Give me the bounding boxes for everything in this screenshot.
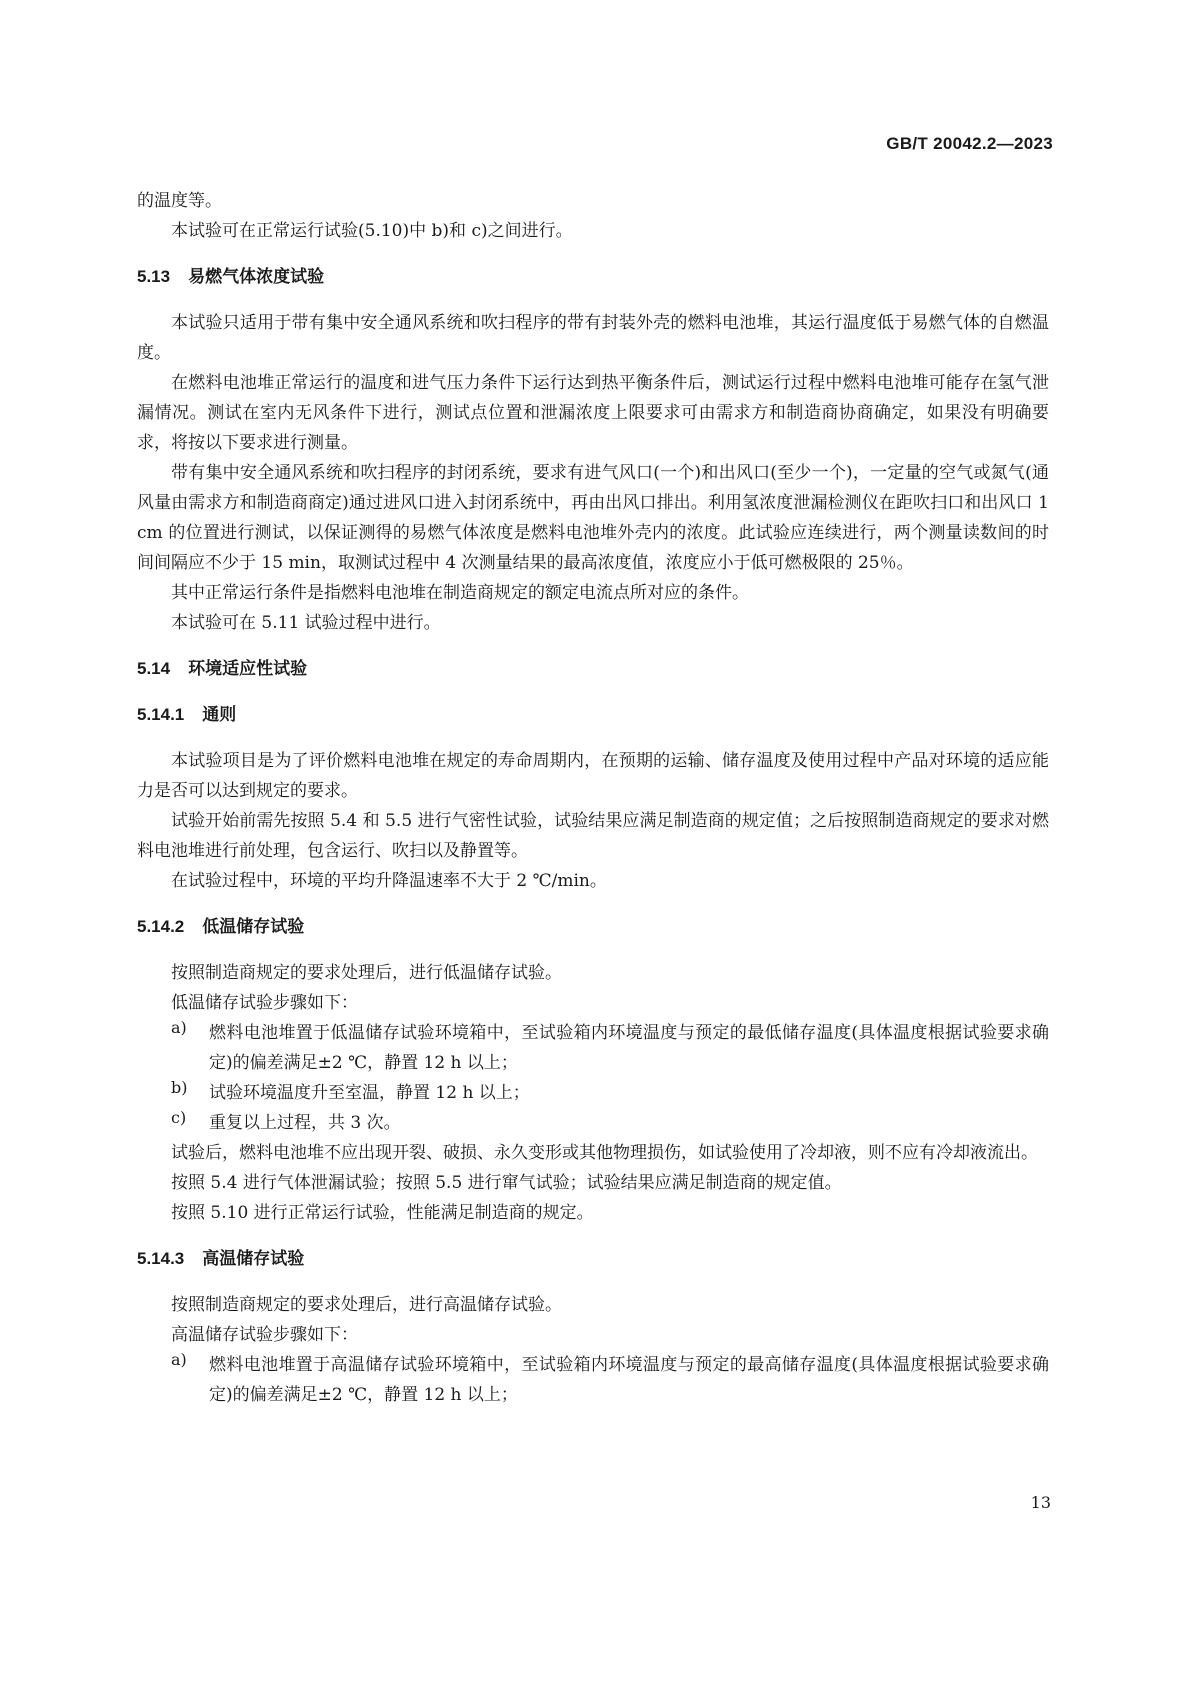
list-item-label: a): [171, 1350, 187, 1369]
list-item-text: 燃料电池堆置于低温储存试验环境箱中，至试验箱内环境温度与预定的最低储存温度(具体温度根据试验要求确定)的偏差满足±2 ℃，静置 12 h 以上；: [209, 1023, 1049, 1073]
section-heading-5-13: [137, 262, 1049, 292]
section-number: 5.13: [137, 267, 171, 286]
paragraph: 带有集中安全通风系统和吹扫程序的封闭系统，要求有进气风口(一个)和出风口(至少一个)，一定量的空气或氮气(通风量由需求方和制造商商定)通过进风口进入封闭系统中，再由出风口排出。利用氢浓度泄漏检测仪在距吹扫口和出风口 1 cm 的位置进行测试，以保证测得的易燃气体浓度是燃料电池堆外壳内的浓度。此试验应连续进行，两个测量读数间的时间间隔应不少于 15 min，取测试过程中 4 次测量结果的最高浓度值，浓度应小于低可燃极限的 25％。: [137, 463, 1049, 573]
section-number: 5.14.3: [137, 1249, 185, 1268]
list-item-text: 燃料电池堆置于高温储存试验环境箱中，至试验箱内环境温度与预定的最高储存温度(具体温度根据试验要求确定)的偏差满足±2 ℃，静置 12 h 以上；: [209, 1355, 1049, 1405]
paragraph: 在燃料电池堆正常运行的温度和进气压力条件下运行达到热平衡条件后，测试运行过程中燃料电池堆可能存在氢气泄漏情况。测试在室内无风条件下进行，测试点位置和泄漏浓度上限要求可由需求方和制造商协商确定，如果没有明确要求，将按以下要求进行测量。: [137, 373, 1049, 453]
list-item: [137, 1078, 1049, 1108]
section-title: 环境适应性试验: [188, 659, 308, 678]
list-item: [137, 1350, 1049, 1410]
list-item: [137, 1018, 1049, 1078]
page-number: 13: [1030, 1493, 1051, 1512]
section-heading-5-14-2: [137, 912, 1049, 942]
list-item-text: 试验环境温度升至室温，静置 12 h 以上；: [209, 1083, 530, 1103]
section-heading-5-14-1: [137, 700, 1049, 730]
section-heading-5-14: [137, 654, 1049, 684]
paragraph: 本试验只适用于带有集中安全通风系统和吹扫程序的带有封装外壳的燃料电池堆，其运行温度低于易燃气体的自燃温度。: [137, 313, 1049, 363]
paragraph: 按照 5.10 进行正常运行试验，性能满足制造商的规定。: [171, 1203, 594, 1223]
document-body: [137, 186, 1049, 1410]
paragraph: 高温储存试验步骤如下：: [171, 1325, 358, 1345]
paragraph: 其中正常运行条件是指燃料电池堆在制造商规定的额定电流点所对应的条件。: [171, 583, 749, 603]
list-item: [137, 1108, 1049, 1138]
paragraph: 本试验可在正常运行试验(5.10)中 b)和 c)之间进行。: [171, 221, 573, 241]
paragraph: 在试验过程中，环境的平均升降温速率不大于 2 ℃/min。: [171, 871, 607, 891]
paragraph: 试验后，燃料电池堆不应出现开裂、破损、永久变形或其他物理损伤，如试验使用了冷却液，则不应有冷却液流出。: [171, 1143, 1038, 1163]
section-title: 易燃气体浓度试验: [188, 267, 325, 286]
section-title: 高温储存试验: [202, 1249, 305, 1268]
list-item-label: a): [171, 1018, 187, 1037]
paragraph: 按照 5.4 进行气体泄漏试验；按照 5.5 进行窜气试验；试验结果应满足制造商的规定值。: [171, 1173, 842, 1193]
section-number: 5.14: [137, 659, 171, 678]
continuation-text: 的温度等。: [137, 191, 222, 211]
paragraph: 本试验可在 5.11 试验过程中进行。: [171, 613, 441, 633]
section-title: 通则: [202, 705, 237, 724]
paragraph: 试验开始前需先按照 5.4 和 5.5 进行气密性试验，试验结果应满足制造商的规定值；之后按照制造商规定的要求对燃料电池堆进行前处理，包含运行、吹扫以及静置等。: [137, 811, 1049, 861]
paragraph: 本试验项目是为了评价燃料电池堆在规定的寿命周期内，在预期的运输、储存温度及使用过程中产品对环境的适应能力是否可以达到规定的要求。: [137, 751, 1049, 801]
standard-code: GB/T 20042.2—2023: [886, 134, 1053, 153]
list-item-label: b): [171, 1078, 188, 1097]
list-item-label: c): [171, 1108, 187, 1127]
paragraph: 按照制造商规定的要求处理后，进行高温储存试验。: [171, 1295, 562, 1315]
section-number: 5.14.2: [137, 917, 185, 936]
section-heading-5-14-3: [137, 1244, 1049, 1274]
paragraph: 按照制造商规定的要求处理后，进行低温储存试验。: [171, 963, 562, 983]
section-number: 5.14.1: [137, 705, 185, 724]
list-item-text: 重复以上过程，共 3 次。: [209, 1113, 401, 1133]
paragraph: 低温储存试验步骤如下：: [171, 993, 358, 1013]
section-title: 低温储存试验: [202, 917, 305, 936]
